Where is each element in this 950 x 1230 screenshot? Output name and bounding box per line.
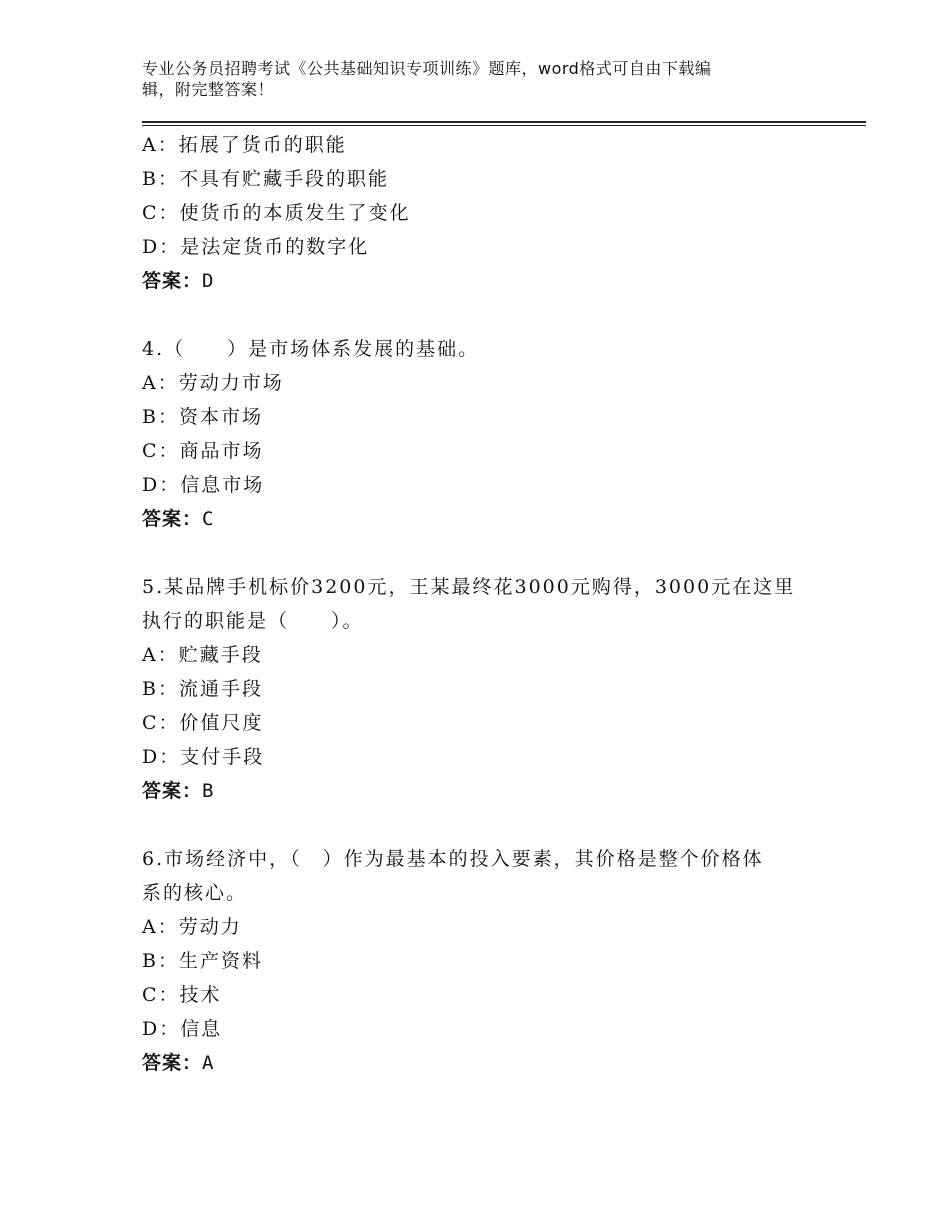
question-4: [142, 332, 822, 536]
header-rule-thin: [142, 125, 866, 126]
question-stem-line-1: 5.某品牌手机标价3200元，王某最终花3000元购得，3000元在这里: [142, 576, 796, 598]
option-a: A：拓展了货币的职能: [142, 134, 347, 156]
option-b: B：生产资料: [142, 950, 263, 972]
header-line-2: 辑，附完整答案！: [142, 80, 275, 99]
option-d: D：信息市场: [142, 474, 265, 496]
option-c: C：技术: [142, 984, 222, 1006]
spacer: [142, 298, 822, 332]
option-a: A：贮藏手段: [142, 644, 263, 666]
answer: 答案：C: [142, 508, 215, 530]
option-b: B：资本市场: [142, 406, 263, 428]
option-c: C：价值尺度: [142, 712, 264, 734]
option-b: B：流通手段: [142, 678, 263, 700]
question-stem-line-1: 6.市场经济中，（ ）作为最基本的投入要素，其价格是整个价格体: [142, 848, 764, 870]
header-line-1: 专业公务员招聘考试《公共基础知识专项训练》题库，word格式可自由下载编: [142, 59, 712, 78]
question-stem: 4.（ ）是市场体系发展的基础。: [142, 338, 480, 360]
question-5: [142, 570, 822, 808]
question-list: [142, 128, 822, 1080]
option-a: A：劳动力市场: [142, 372, 284, 394]
option-d: D：支付手段: [142, 746, 265, 768]
option-a: A：劳动力: [142, 916, 242, 938]
option-c: C：使货币的本质发生了变化: [142, 202, 411, 224]
option-d: D：是法定货币的数字化: [142, 236, 370, 258]
question-stem-line-2: 执行的职能是（ ）。: [142, 610, 364, 632]
question-3: [142, 128, 822, 298]
header-rule-thick: [142, 121, 866, 123]
spacer: [142, 808, 822, 842]
question-stem-line-2: 系的核心。: [142, 882, 248, 904]
option-b: B：不具有贮藏手段的职能: [142, 168, 389, 190]
answer: 答案：A: [142, 1052, 215, 1074]
page-header: [142, 58, 802, 100]
answer: 答案：D: [142, 270, 215, 292]
spacer: [142, 536, 822, 570]
answer: 答案：B: [142, 780, 215, 802]
option-c: C：商品市场: [142, 440, 264, 462]
option-d: D：信息: [142, 1018, 223, 1040]
question-6: [142, 842, 822, 1080]
